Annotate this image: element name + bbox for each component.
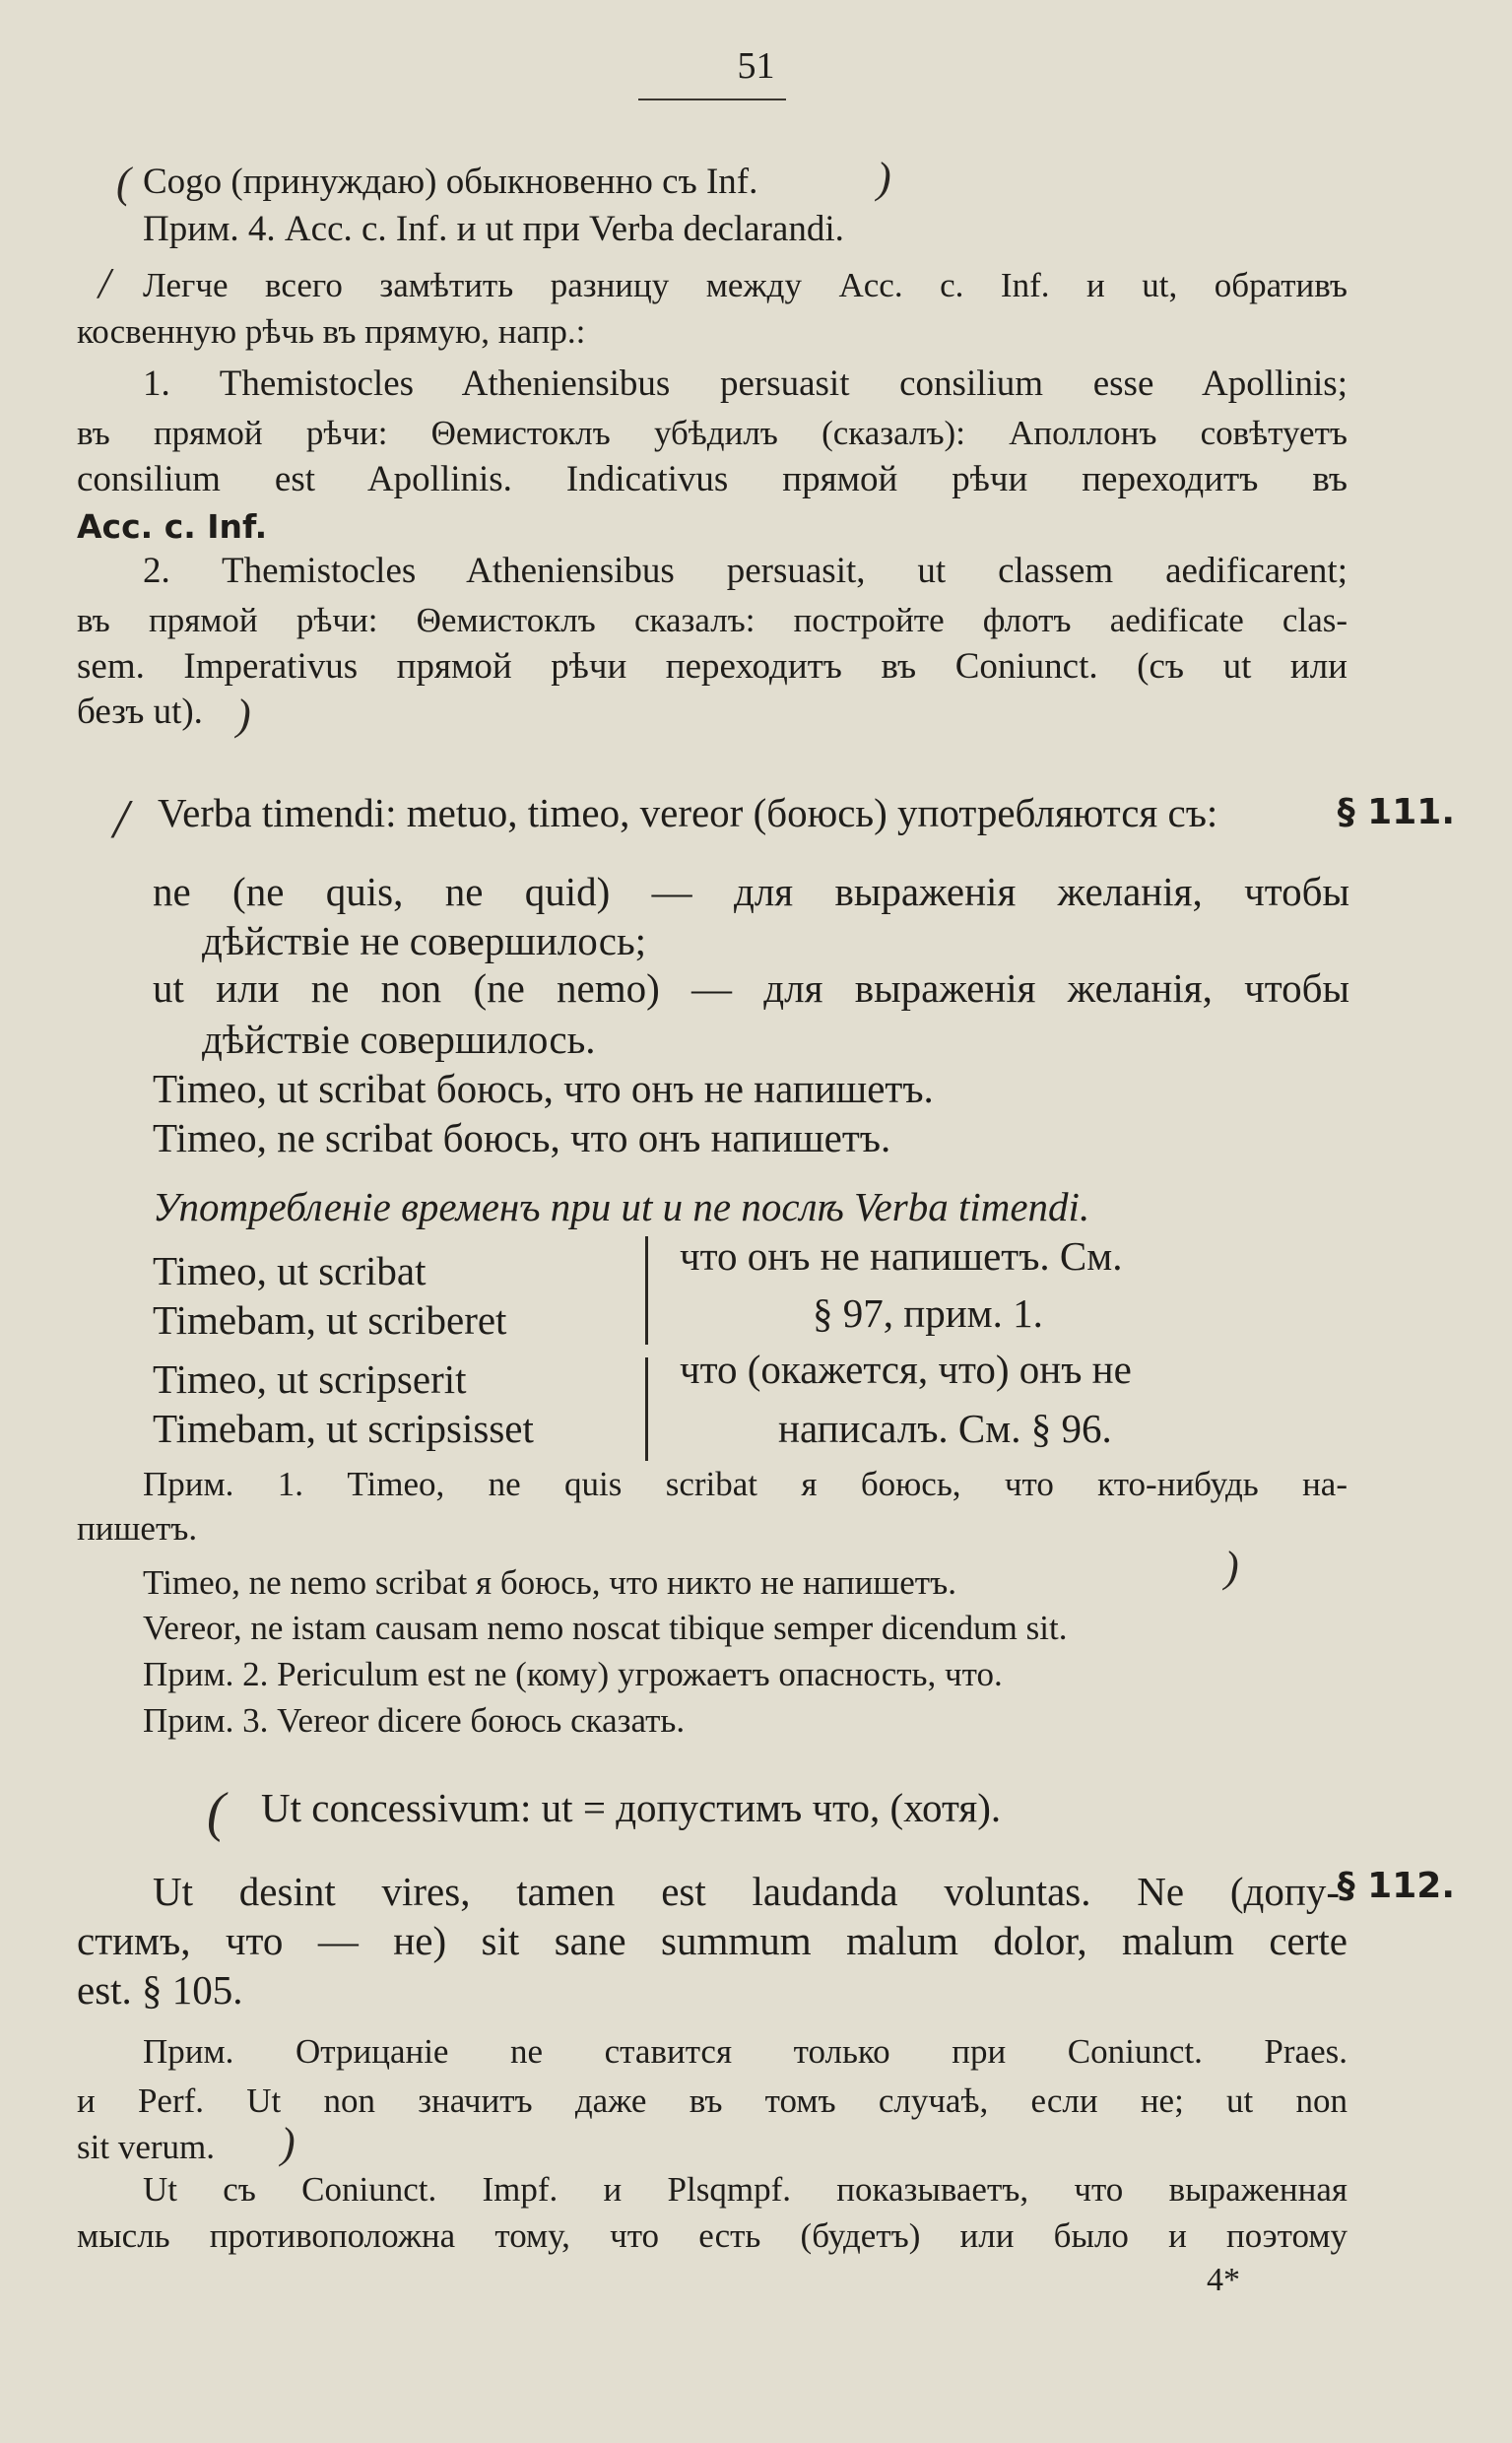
s2-note-1-cont: пишетъ.: [77, 1509, 198, 1548]
s1-line-12: безъ ut).: [77, 692, 203, 732]
tense-brace-1: [645, 1236, 648, 1345]
pencil-close-bracket-3: ): [1224, 1543, 1239, 1591]
s1-line-5: 1. Themistocles Atheniensibus persuasit consilium esse Apollinis;: [143, 363, 1348, 404]
s1-line-1: Cogo (принуждаю) обыкновенно съ Inf.: [143, 162, 758, 202]
pencil-open-bracket: (: [116, 159, 131, 207]
s2-line-a2: дѣйствіе не совершилось;: [202, 918, 647, 963]
tense-brace-2: [645, 1357, 648, 1461]
pencil-close-bracket: ): [877, 154, 891, 202]
s2-note-1-example-1: Timeo, ne nemo scribat я боюсь, что никто не напишетъ.: [143, 1563, 956, 1602]
s3-note-5: мысль противоположна тому, что есть (будетъ) или было и поэтому: [77, 2216, 1348, 2255]
s3-note-3: sit verum.: [77, 2128, 215, 2166]
s1-line-2: Прим. 4. Acc. c. Inf. и ut при Verba declarandi.: [143, 209, 844, 249]
s3-note-1: Прим. Отрицаніе ne ставится только при Coniunct. Praes.: [143, 2032, 1348, 2071]
s1-line-3: Легче всего замѣтить разницу между Acc. c. Inf. и ut, обративъ: [143, 266, 1348, 304]
page-number-rule: [638, 99, 786, 100]
tense-row-4-latin: Timebam, ut scripsisset: [153, 1406, 534, 1451]
s3-heading: Ut concessivum: ut = допустимъ что, (хотя).: [261, 1785, 1002, 1830]
pencil-slash-mark-2: /: [113, 789, 129, 850]
s2-note-1-example-2: Vereor, ne istam causam nemo noscat tibique semper dicendum sit.: [143, 1609, 1068, 1647]
s1-line-6: въ прямой рѣчи: Θемистоклъ убѣдилъ (сказалъ): Аполлонъ совѣтуетъ: [77, 414, 1348, 452]
page-number: 51: [737, 45, 775, 87]
section-111-label: § 111.: [1337, 792, 1455, 832]
signature-mark: 4*: [1207, 2262, 1240, 2298]
s3-note-2: и Perf. Ut non значитъ даже въ томъ случаѣ, если не; ut non: [77, 2081, 1348, 2120]
s2-note-2: Прим. 2. Periculum est ne (кому) угрожаетъ опасность, что.: [143, 1655, 1003, 1693]
pencil-close-bracket-2: ): [236, 691, 251, 739]
s1-line-4: косвенную рѣчь въ прямую, напр.:: [77, 312, 586, 351]
s2-note-1: Прим. 1. Timeo, ne quis scribat я боюсь, что кто-нибудь на-: [143, 1465, 1348, 1503]
s1-line-8: Acc. c. Inf.: [77, 507, 268, 546]
tense-row-3-latin: Timeo, ut scripserit: [153, 1356, 467, 1402]
s2-note-3: Прим. 3. Vereor dicere боюсь сказать.: [143, 1701, 686, 1740]
tense-row-1-translation: что онъ не напишетъ. См.: [680, 1233, 1123, 1279]
pencil-open-bracket-2: (: [207, 1782, 226, 1843]
pencil-close-bracket-4: ): [281, 2119, 296, 2167]
s3-line-b3: est. § 105.: [77, 1967, 243, 2013]
s2-line-a5: Timeo, ut scribat боюсь, что онъ не напишетъ.: [153, 1066, 934, 1111]
s3-line-b1: Ut desint vires, tamen est laudanda voluntas. Ne (допу-: [153, 1869, 1340, 1914]
s1-line-10: въ прямой рѣчи: Θемистоклъ сказалъ: постройте флотъ aedificate clas-: [77, 601, 1348, 639]
tense-row-3-translation: что (окажется, что) онъ не: [680, 1347, 1132, 1392]
tense-row-4-translation: написалъ. См. § 96.: [778, 1406, 1112, 1451]
s2-line-a3: ut или ne non (ne nemo) — для выраженія желанія, чтобы: [153, 965, 1349, 1011]
s2-line-a6: Timeo, ne scribat боюсь, что онъ напишетъ.: [153, 1115, 891, 1160]
s2-heading: Verba timendi: metuo, timeo, vereor (боюсь) употребляются съ:: [158, 790, 1218, 835]
s2-line-a1: ne (ne quis, ne quid) — для выраженія желанія, чтобы: [153, 869, 1349, 914]
s3-line-b2: стимъ, что — не) sit sane summum malum dolor, malum certe: [77, 1918, 1348, 1963]
s3-note-4: Ut съ Coniunct. Impf. и Plsqmpf. показываетъ, что выраженная: [143, 2170, 1348, 2209]
tense-row-1-latin: Timeo, ut scribat: [153, 1248, 427, 1293]
tense-row-2-translation: § 97, прим. 1.: [813, 1290, 1043, 1336]
s1-line-9: 2. Themistocles Atheniensibus persuasit, ut classem aedificarent;: [143, 551, 1348, 591]
s2-usage-heading: Употребленіе временъ при ut и ne послѣ Verba timendi.: [153, 1184, 1090, 1229]
section-112-label: § 112.: [1337, 1866, 1455, 1906]
tense-row-2-latin: Timebam, ut scriberet: [153, 1297, 507, 1343]
s1-line-7: consilium est Apollinis. Indicativus прямой рѣчи переходитъ въ: [77, 459, 1348, 499]
s1-line-11: sem. Imperativus прямой рѣчи переходитъ въ Coniunct. (съ ut или: [77, 646, 1348, 687]
s2-line-a4: дѣйствіе совершилось.: [202, 1017, 596, 1062]
pencil-slash-mark: /: [99, 259, 111, 307]
